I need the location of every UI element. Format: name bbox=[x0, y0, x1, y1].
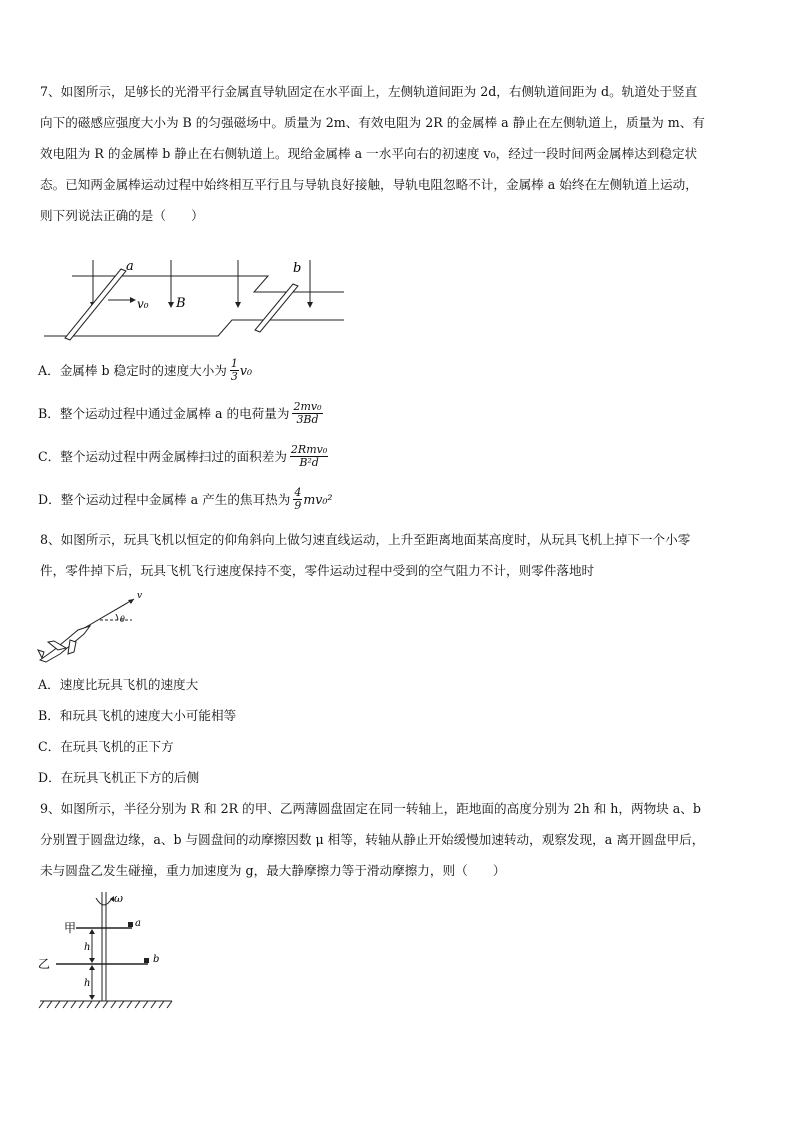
q7-option-a-num: 1 bbox=[230, 357, 238, 370]
q8-option-b[interactable]: B．和玩具飞机的速度大小可能相等 bbox=[38, 708, 237, 723]
q7-option-d-fraction bbox=[293, 487, 302, 512]
q8-label-theta: θ bbox=[120, 615, 125, 624]
q7-line-1: 7、如图所示，足够长的光滑平行金属直导轨固定在水平面上，左侧轨道间距为 2d，右侧轨道间距为 d。轨道处于竖直 bbox=[40, 84, 698, 99]
q7-line-5: 则下列说法正确的是（ ） bbox=[40, 208, 204, 223]
q7-label-v0: v₀ bbox=[137, 297, 149, 311]
q9-label-jia: 甲 bbox=[64, 921, 77, 935]
q8-plane-figure bbox=[34, 590, 154, 668]
q7-label-b: b bbox=[293, 261, 302, 276]
q7-option-a-suffix: v₀ bbox=[239, 362, 253, 378]
q7-option-b-den: 3Bd bbox=[296, 413, 319, 426]
q7-option-c[interactable] bbox=[38, 444, 328, 469]
q7-option-b-num: 2mv₀ bbox=[293, 400, 322, 413]
q7-option-d-num: 4 bbox=[294, 486, 302, 499]
q9-label-yi: 乙 bbox=[38, 957, 51, 971]
q7-option-d[interactable] bbox=[38, 487, 332, 512]
q7-line-3: 效电阻为 R 的金属棒 b 静止在右侧轨道上。现给金属棒 a 一水平向右的初速度 v₀，经过一段时间两金属棒达到稳定状 bbox=[40, 146, 698, 161]
q7-label-a: a bbox=[126, 259, 134, 274]
q7-option-c-text: C．整个运动过程中两金属棒扫过的面积差为 bbox=[38, 448, 287, 464]
q9-line-2: 分别置于圆盘边缘，a、b 与圆盘间的动摩擦因数 μ 相等，转轴从静止开始缓慢加速转动，观察发现，a 离开圆盘甲后， bbox=[40, 832, 705, 847]
q9-label-omega: ω bbox=[114, 892, 123, 905]
q7-line-4: 态。已知两金属棒运动过程中始终相互平行且与导轨良好接触，导轨电阻忽略不计，金属棒 a 始终在左侧轨道上运动， bbox=[40, 177, 698, 192]
q7-option-c-den: B²d bbox=[299, 456, 319, 469]
q7-option-b-fraction bbox=[292, 401, 322, 426]
q7-option-a-den: 3 bbox=[230, 370, 238, 383]
q7-option-a-fraction bbox=[230, 358, 239, 383]
q9-disk-figure bbox=[36, 890, 176, 1012]
q8-option-a[interactable]: A．速度比玩具飞机的速度大 bbox=[38, 677, 199, 692]
q9-label-a: a bbox=[135, 918, 141, 929]
q9-label-h2: h bbox=[84, 978, 91, 989]
q7-label-B: B bbox=[176, 296, 186, 311]
q9-label-h1: h bbox=[84, 942, 91, 953]
q7-rail-figure bbox=[38, 252, 358, 344]
q9-line-1: 9、如图所示，半径分别为 R 和 2R 的甲、乙两薄圆盘固定在同一转轴上，距地面的高度分别为 2h 和 h，两物块 a、b bbox=[40, 801, 701, 816]
q8-option-d[interactable]: D．在玩具飞机正下方的后侧 bbox=[38, 770, 200, 785]
q7-option-d-text: D．整个运动过程中金属棒 a 产生的焦耳热为 bbox=[38, 491, 291, 507]
q7-line-2: 向下的磁感应强度大小为 B 的匀强磁场中。质量为 2m、有效电阻为 2R 的金属棒 a 静止在左侧轨道上，质量为 m、有 bbox=[40, 115, 705, 130]
q8-label-v: v bbox=[137, 591, 143, 601]
q8-line-1: 8、如图所示，玩具飞机以恒定的仰角斜向上做匀速直线运动，上升至距离地面某高度时，从玩具飞机上掉下一个小零 bbox=[40, 532, 691, 547]
q7-option-c-fraction bbox=[290, 444, 328, 469]
q7-option-d-suffix: mv₀² bbox=[303, 491, 333, 507]
q7-option-b-text: B．整个运动过程中通过金属棒 a 的电荷量为 bbox=[38, 405, 290, 421]
q8-line-2: 件，零件掉下后，玩具飞机飞行速度保持不变，零件运动过程中受到的空气阻力不计，则零件落地时 bbox=[40, 563, 595, 578]
q7-option-b[interactable] bbox=[38, 401, 323, 426]
q7-option-d-den: 9 bbox=[294, 499, 302, 512]
q7-option-a-text: A．金属棒 b 稳定时的速度大小为 bbox=[38, 362, 227, 378]
q7-option-a[interactable] bbox=[38, 358, 252, 383]
q7-option-c-num: 2Rmv₀ bbox=[290, 443, 328, 456]
q8-option-c[interactable]: C．在玩具飞机的正下方 bbox=[38, 739, 174, 754]
q9-line-3: 未与圆盘乙发生碰撞，重力加速度为 g，最大静摩擦力等于滑动摩擦力，则（ ） bbox=[40, 863, 506, 878]
q9-label-b: b bbox=[153, 954, 160, 965]
